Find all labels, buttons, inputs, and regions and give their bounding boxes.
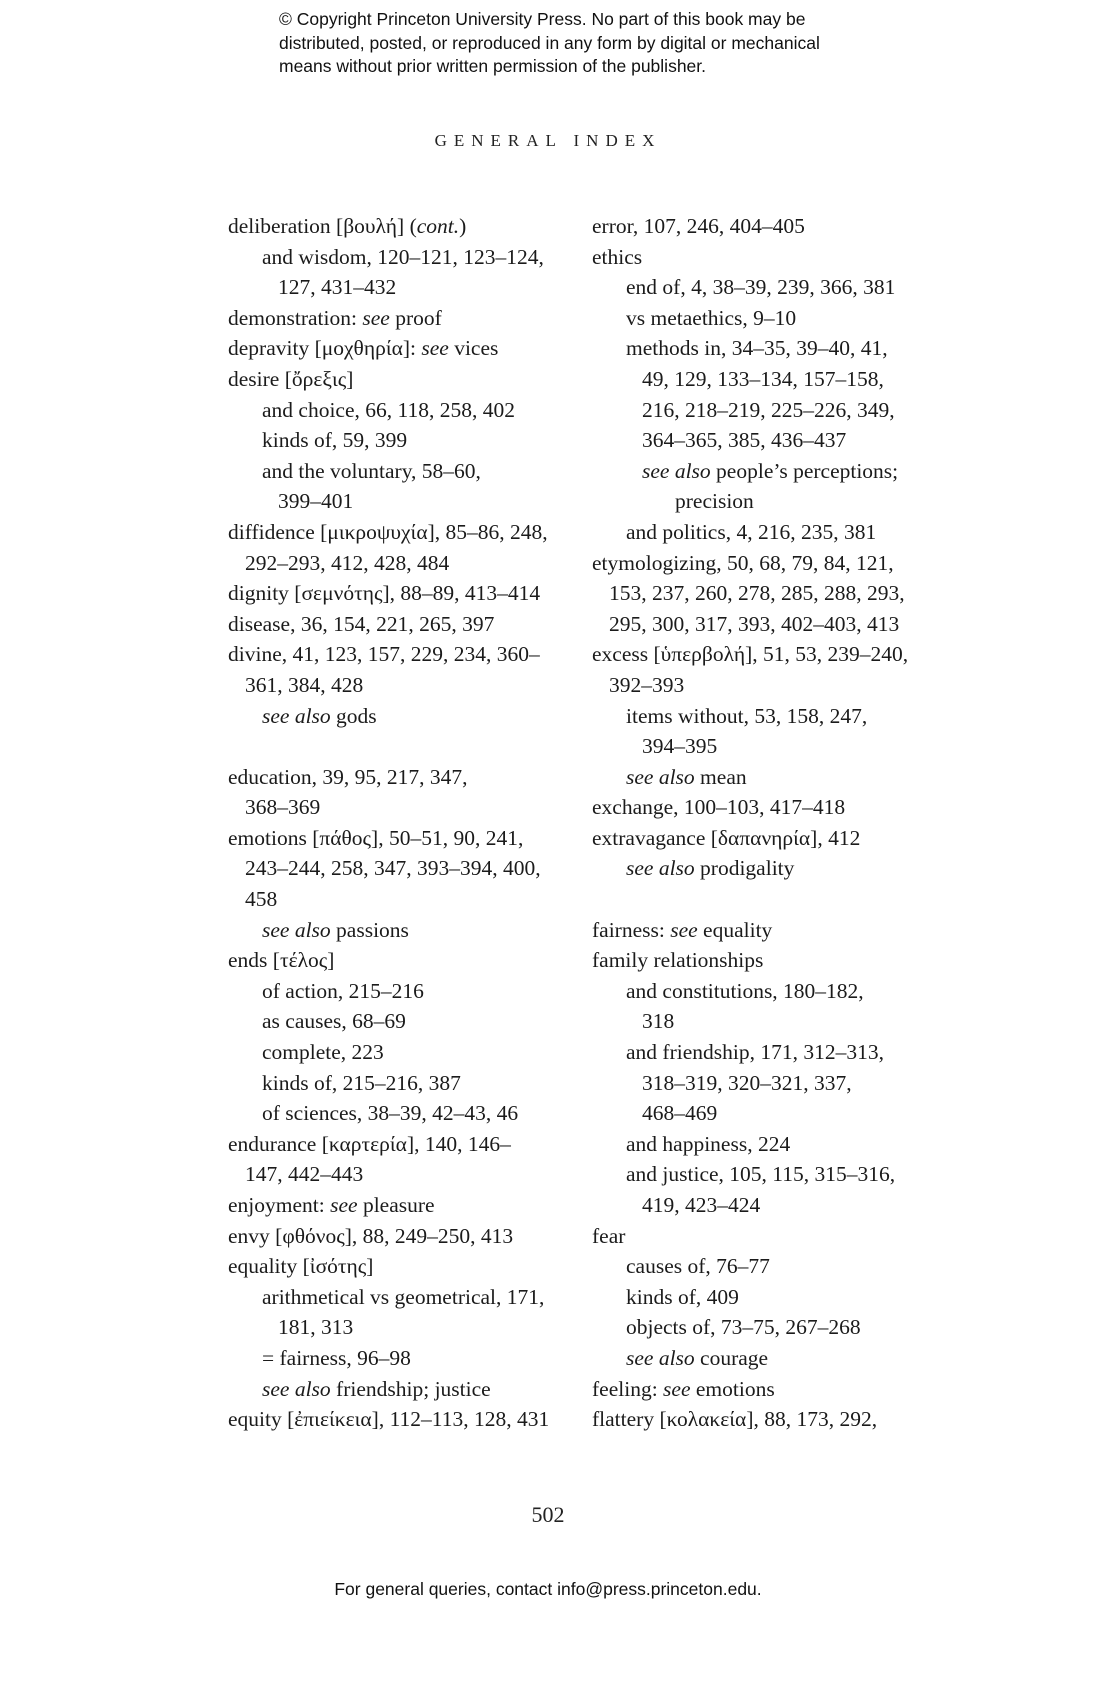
index-column-left bbox=[228, 211, 588, 1435]
entry-text: kinds of, 409 bbox=[626, 1284, 739, 1309]
index-subentry bbox=[592, 1282, 932, 1313]
index-entry bbox=[592, 945, 932, 976]
index-subentry bbox=[592, 1006, 932, 1037]
index-entry bbox=[228, 823, 588, 854]
footer-contact: For general queries, contact info@press.princeton.edu. bbox=[334, 1579, 762, 1599]
cross-reference-label: see also bbox=[262, 917, 331, 942]
index-entry bbox=[592, 1221, 932, 1252]
index-subentry bbox=[592, 1343, 932, 1374]
entry-text: fear bbox=[592, 1223, 626, 1248]
index-subentry bbox=[228, 884, 588, 915]
cross-reference-label: see bbox=[670, 917, 698, 942]
index-entry bbox=[592, 792, 932, 823]
index-subentry bbox=[592, 1312, 932, 1343]
cross-reference-label: see also bbox=[262, 1376, 331, 1401]
index-subentry bbox=[228, 272, 588, 303]
entry-text: items without, 53, 158, 247, bbox=[626, 703, 868, 728]
index-subentry bbox=[592, 1068, 932, 1099]
entry-text: ) bbox=[459, 214, 467, 238]
entry-text: 127, 431–432 bbox=[278, 275, 397, 300]
index-subentry bbox=[592, 731, 932, 762]
index-subentry bbox=[592, 1037, 932, 1068]
index-entry bbox=[228, 1129, 588, 1160]
cross-reference-label: see bbox=[421, 336, 449, 361]
entry-text: and friendship, 171, 312–313, bbox=[626, 1040, 884, 1065]
index-entry bbox=[592, 242, 932, 273]
entry-text: 392–393 bbox=[609, 672, 685, 697]
index-subentry bbox=[228, 1037, 588, 1068]
cross-reference-label: see also bbox=[642, 458, 711, 483]
index-entry bbox=[228, 762, 588, 793]
entry-text: divine, 41, 123, 157, 229, 234, 360– bbox=[228, 642, 540, 667]
entry-text: extravagance [δαπανηρία], 412 bbox=[592, 825, 861, 850]
entry-text: excess [ὑπερβολή], 51, 53, 239–240, bbox=[592, 642, 909, 667]
entry-text: enjoyment: bbox=[228, 1193, 331, 1217]
index-subentry bbox=[592, 976, 932, 1007]
entry-text: diffidence [μικροψυχία], 85–86, 248, bbox=[228, 519, 548, 544]
cross-reference-label: see also bbox=[626, 856, 695, 881]
entry-text: etymologizing, 50, 68, 79, 84, 121, bbox=[592, 550, 894, 575]
entry-text: of action, 215–216 bbox=[262, 978, 424, 1003]
index-subentry bbox=[228, 915, 588, 946]
entry-text: causes of, 76–77 bbox=[626, 1254, 770, 1279]
index-subentry bbox=[592, 578, 932, 609]
entry-text: emotions bbox=[690, 1376, 775, 1401]
entry-text: 243–244, 258, 347, 393–394, 400, bbox=[245, 856, 541, 881]
index-subentry bbox=[228, 1282, 588, 1313]
index-column-right bbox=[592, 211, 932, 1435]
entry-text: 394–395 bbox=[642, 734, 718, 759]
index-entry bbox=[228, 1221, 588, 1252]
index-subentry bbox=[592, 303, 932, 334]
cross-reference-label: cont. bbox=[416, 214, 460, 238]
entry-text: people’s perceptions; bbox=[710, 458, 899, 483]
copyright-line: means without prior written permission of the publisher. bbox=[279, 56, 707, 76]
index-subentry bbox=[228, 1374, 588, 1405]
index-subentry bbox=[592, 1098, 932, 1129]
entry-text: 419, 423–424 bbox=[642, 1193, 761, 1217]
page-number: 502 bbox=[531, 1502, 565, 1527]
entry-text: arithmetical vs geometrical, 171, bbox=[262, 1284, 545, 1309]
index-subentry bbox=[228, 1312, 588, 1343]
index-entry bbox=[592, 915, 932, 946]
entry-text: as causes, 68–69 bbox=[262, 1009, 406, 1034]
entry-text: and justice, 105, 115, 315–316, bbox=[626, 1162, 896, 1187]
entry-text: error, 107, 246, 404–405 bbox=[592, 214, 805, 238]
copyright-notice bbox=[279, 8, 919, 79]
index-subentry bbox=[228, 853, 588, 884]
entry-text: 49, 129, 133–134, 157–158, bbox=[642, 366, 884, 391]
entry-text: kinds of, 59, 399 bbox=[262, 428, 408, 453]
index-subentry bbox=[228, 425, 588, 456]
index-subentry bbox=[592, 425, 932, 456]
entry-text: ends [τέλος] bbox=[228, 948, 335, 973]
index-entry bbox=[592, 548, 932, 579]
entry-text: 399–401 bbox=[278, 489, 354, 514]
entry-spacer bbox=[228, 731, 588, 762]
entry-text: desire [ὄρεξις] bbox=[228, 366, 354, 391]
entry-text: courage bbox=[694, 1345, 769, 1370]
entry-text: precision bbox=[675, 489, 754, 514]
index-subentry bbox=[592, 609, 932, 640]
entry-text: pleasure bbox=[357, 1193, 435, 1217]
entry-text: emotions [πάθος], 50–51, 90, 241, bbox=[228, 825, 524, 850]
entry-spacer bbox=[592, 884, 932, 915]
index-entry bbox=[228, 578, 588, 609]
entry-text: prodigality bbox=[694, 856, 795, 881]
cross-reference-label: see also bbox=[262, 703, 331, 728]
entry-text: proof bbox=[389, 305, 442, 330]
index-subentry bbox=[228, 670, 588, 701]
entry-text: and choice, 66, 118, 258, 402 bbox=[262, 397, 515, 422]
index-subentry bbox=[228, 1006, 588, 1037]
copyright-line: © Copyright Princeton University Press. No part of this book may be bbox=[279, 9, 806, 29]
index-subentry bbox=[228, 1343, 588, 1374]
entry-text: 318–319, 320–321, 337, bbox=[642, 1070, 852, 1095]
index-entry bbox=[228, 609, 588, 640]
index-entry bbox=[228, 211, 588, 242]
index-subentry bbox=[228, 242, 588, 273]
index-entry bbox=[228, 333, 588, 364]
index-subentry bbox=[592, 762, 932, 793]
entry-text: endurance [καρτερία], 140, 146– bbox=[228, 1131, 511, 1156]
index-subentry bbox=[228, 548, 588, 579]
index-subentry bbox=[592, 1129, 932, 1160]
entry-text: 318 bbox=[642, 1009, 675, 1034]
entry-text: exchange, 100–103, 417–418 bbox=[592, 795, 846, 820]
entry-text: dignity [σεμνότης], 88–89, 413–414 bbox=[228, 581, 541, 606]
index-entry bbox=[228, 303, 588, 334]
entry-text: 295, 300, 317, 393, 402–403, 413 bbox=[609, 611, 900, 636]
entry-text: family relationships bbox=[592, 948, 764, 973]
entry-text: 361, 384, 428 bbox=[245, 672, 364, 697]
entry-text: flattery [κολακεία], 88, 173, 292, bbox=[592, 1407, 878, 1432]
index-subentry bbox=[592, 1251, 932, 1282]
entry-text: 153, 237, 260, 278, 285, 288, 293, bbox=[609, 581, 905, 606]
index-subentry bbox=[228, 976, 588, 1007]
index-subentry bbox=[228, 456, 588, 487]
index-subentry bbox=[228, 395, 588, 426]
entry-text: equality [ἰσότης] bbox=[228, 1254, 374, 1279]
running-header: GENERAL INDEX bbox=[434, 131, 662, 150]
entry-text: and politics, 4, 216, 235, 381 bbox=[626, 519, 877, 544]
entry-text: 458 bbox=[245, 887, 278, 912]
index-subentry bbox=[592, 395, 932, 426]
entry-text: depravity [μοχθηρία]: bbox=[228, 336, 422, 361]
index-entry bbox=[592, 211, 932, 242]
index-entry bbox=[592, 823, 932, 854]
index-subentry bbox=[592, 272, 932, 303]
entry-text: end of, 4, 38–39, 239, 366, 381 bbox=[626, 275, 896, 300]
index-entry bbox=[228, 1251, 588, 1282]
entry-text: complete, 223 bbox=[262, 1040, 384, 1065]
cross-reference-label: see also bbox=[626, 1345, 695, 1370]
copyright-line: distributed, posted, or reproduced in any form by digital or mechanical bbox=[279, 32, 820, 53]
index-entry bbox=[592, 639, 932, 670]
index-entry bbox=[228, 517, 588, 548]
entry-text: and wisdom, 120–121, 123–124, bbox=[262, 244, 544, 269]
index-entry bbox=[592, 1374, 932, 1405]
index-entry bbox=[228, 1404, 588, 1435]
index-entry bbox=[592, 1404, 932, 1435]
cross-reference-label: see bbox=[330, 1193, 358, 1217]
index-entry bbox=[228, 364, 588, 395]
index-entry bbox=[228, 1190, 588, 1221]
index-subentry bbox=[592, 486, 932, 517]
entry-text: feeling: bbox=[592, 1376, 664, 1401]
entry-text: vs metaethics, 9–10 bbox=[626, 305, 797, 330]
entry-text: 368–369 bbox=[245, 795, 321, 820]
entry-text: and constitutions, 180–182, bbox=[626, 978, 864, 1003]
entry-text: objects of, 73–75, 267–268 bbox=[626, 1315, 861, 1340]
entry-text: vices bbox=[448, 336, 499, 361]
entry-text: 181, 313 bbox=[278, 1315, 354, 1340]
entry-text: equity [ἐπιείκεια], 112–113, 128, 431 bbox=[228, 1407, 550, 1432]
entry-text: methods in, 34–35, 39–40, 41, bbox=[626, 336, 888, 361]
index-subentry bbox=[592, 1159, 932, 1190]
index-subentry bbox=[228, 701, 588, 732]
index-subentry bbox=[228, 1098, 588, 1129]
index-subentry bbox=[592, 853, 932, 884]
entry-text: gods bbox=[330, 703, 377, 728]
entry-text: friendship; justice bbox=[330, 1376, 491, 1401]
index-subentry bbox=[592, 701, 932, 732]
entry-text: 216, 218–219, 225–226, 349, bbox=[642, 397, 895, 422]
entry-text: kinds of, 215–216, 387 bbox=[262, 1070, 461, 1095]
entry-text: and the voluntary, 58–60, bbox=[262, 458, 481, 483]
entry-text: equality bbox=[697, 917, 773, 942]
index-subentry bbox=[228, 486, 588, 517]
entry-text: of sciences, 38–39, 42–43, 46 bbox=[262, 1101, 519, 1126]
entry-text: passions bbox=[330, 917, 409, 942]
entry-text: = fairness, 96–98 bbox=[262, 1345, 411, 1370]
index-entry bbox=[228, 639, 588, 670]
entry-text: disease, 36, 154, 221, 265, 397 bbox=[228, 611, 495, 636]
entry-text: 364–365, 385, 436–437 bbox=[642, 428, 847, 453]
cross-reference-label: see bbox=[663, 1376, 691, 1401]
entry-text: 468–469 bbox=[642, 1101, 718, 1126]
index-subentry bbox=[592, 364, 932, 395]
entry-text: education, 39, 95, 217, 347, bbox=[228, 764, 468, 789]
index-subentry bbox=[592, 670, 932, 701]
entry-text: 292–293, 412, 428, 484 bbox=[245, 550, 450, 575]
entry-text: ethics bbox=[592, 244, 643, 269]
index-subentry bbox=[592, 333, 932, 364]
entry-text: fairness: bbox=[592, 917, 671, 942]
index-subentry bbox=[228, 1159, 588, 1190]
entry-text: mean bbox=[694, 764, 747, 789]
entry-text: envy [φθόνος], 88, 249–250, 413 bbox=[228, 1223, 514, 1248]
entry-text: 147, 442–443 bbox=[245, 1162, 364, 1187]
index-subentry bbox=[228, 792, 588, 823]
index-subentry bbox=[228, 1068, 588, 1099]
entry-text: and happiness, 224 bbox=[626, 1131, 791, 1156]
index-subentry bbox=[592, 456, 932, 487]
index-subentry bbox=[592, 1190, 932, 1221]
index-entry bbox=[228, 945, 588, 976]
cross-reference-label: see bbox=[362, 305, 390, 330]
index-subentry bbox=[592, 517, 932, 548]
entry-text: deliberation [βουλή] ( bbox=[228, 214, 417, 238]
cross-reference-label: see also bbox=[626, 764, 695, 789]
entry-text: demonstration: bbox=[228, 305, 363, 330]
